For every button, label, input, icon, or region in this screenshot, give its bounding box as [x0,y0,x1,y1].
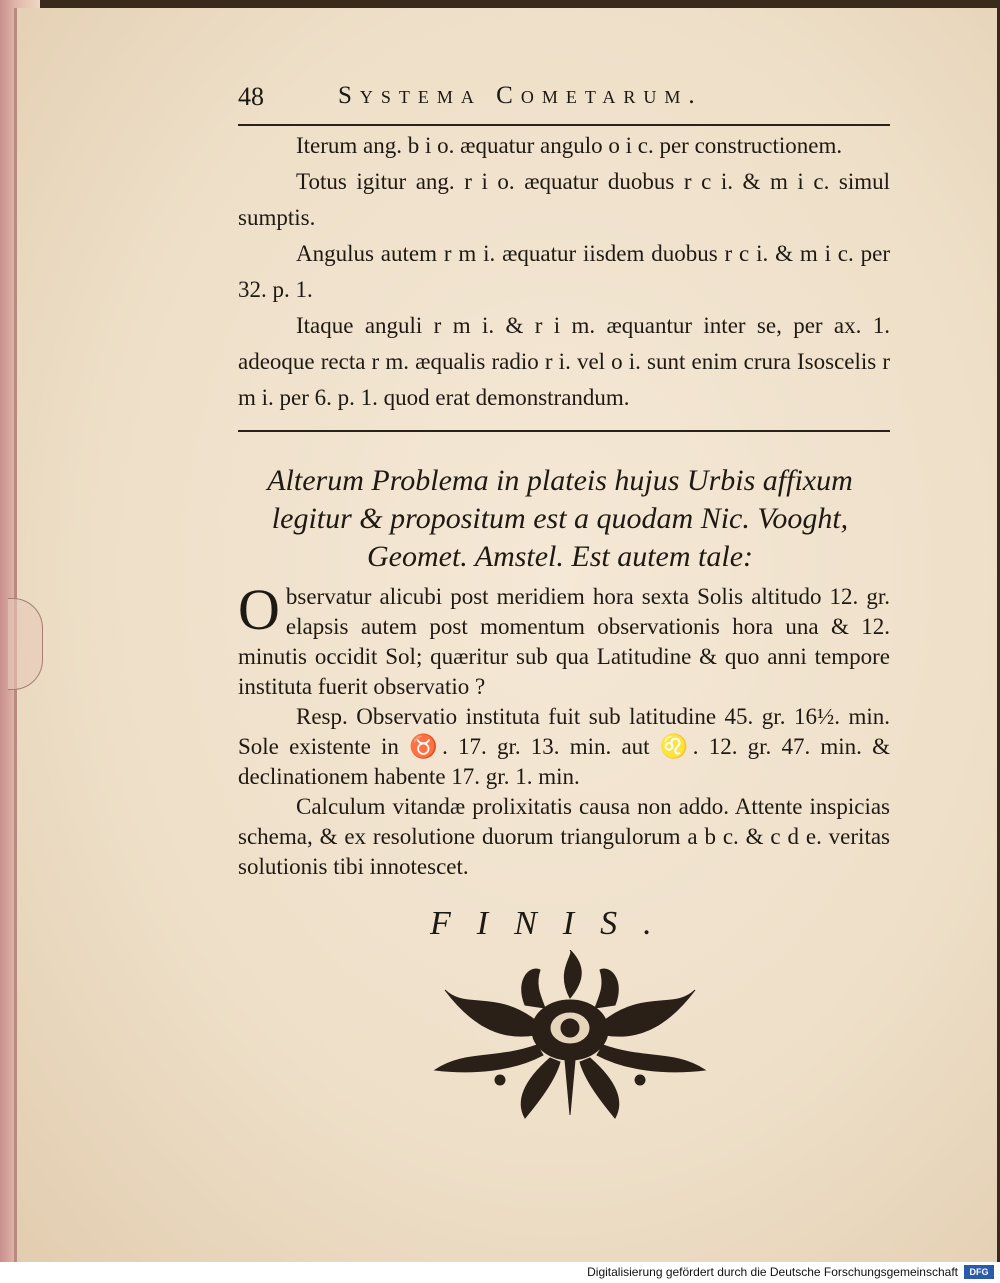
problem-closing: Calculum vitandæ prolixitatis causa non addo. Attente inspicias schema, & ex resolutione duorum triangulorum a b c. & c d e. veritas solutionis tibi innotescet. [238,794,890,879]
page-number: 48 [238,82,264,111]
finis-text: FINIS. [430,905,678,942]
page-clip-mark [8,598,43,690]
problem-title: Alterum Problema in plateis hujus Urbis affixum legitur & propositum est a quodam Nic. Vooght, Geomet. Amstel. Est autem tale: [267,464,853,573]
running-title: Systema Cometarum. [338,82,703,109]
demonstration-text [238,128,890,416]
problem-response: Resp. Observatio instituta fuit sub latitudine 45. gr. 16½. min. Sole existente in ♉. 17. gr. 13. min. aut ♌. 12. gr. 47. min. & declinationem habente 17. gr. 1. min. [238,704,890,789]
paragraph: Iterum ang. b i o. æquatur angulo o i c. per constructionem. [296,133,843,158]
problem-body [238,577,890,882]
footer-bar [0,1262,1000,1283]
page-header [238,82,888,122]
paragraph: Angulus autem r m i. æquatur iisdem duobus r c i. & m i c. per 32. p. 1. [238,241,890,302]
question-text: bservatur alicubi post meridiem hora sexta Solis altitudo 12. gr. elapsis autem post momentum observationis hora una & 12. minutis occidit Sol; quæritur sub qua Latitudine & quo anni tempore instituta fuerit observatio ? [238,584,890,699]
paragraph: Totus igitur ang. r i o. æquatur duobus r c i. & m i c. simul sumptis. [238,169,890,230]
dfg-logo: DFG [964,1265,994,1279]
funding-credit: Digitalisierung gefördert durch die Deutsche Forschungsgemeinschaft [587,1265,958,1279]
header-rule [238,124,890,126]
drop-cap: O [238,577,280,642]
section-rule [238,430,890,432]
paragraph: Itaque anguli r m i. & r i m. æquantur inter se, per ax. 1. adeoque recta r m. æqualis radio r i. vel o i. sunt enim crura Isoscelis r m i. per 6. p. 1. quod erat demonstrandum. [238,313,890,410]
problem-question [238,577,890,702]
floral-tailpiece-icon [425,950,715,1120]
